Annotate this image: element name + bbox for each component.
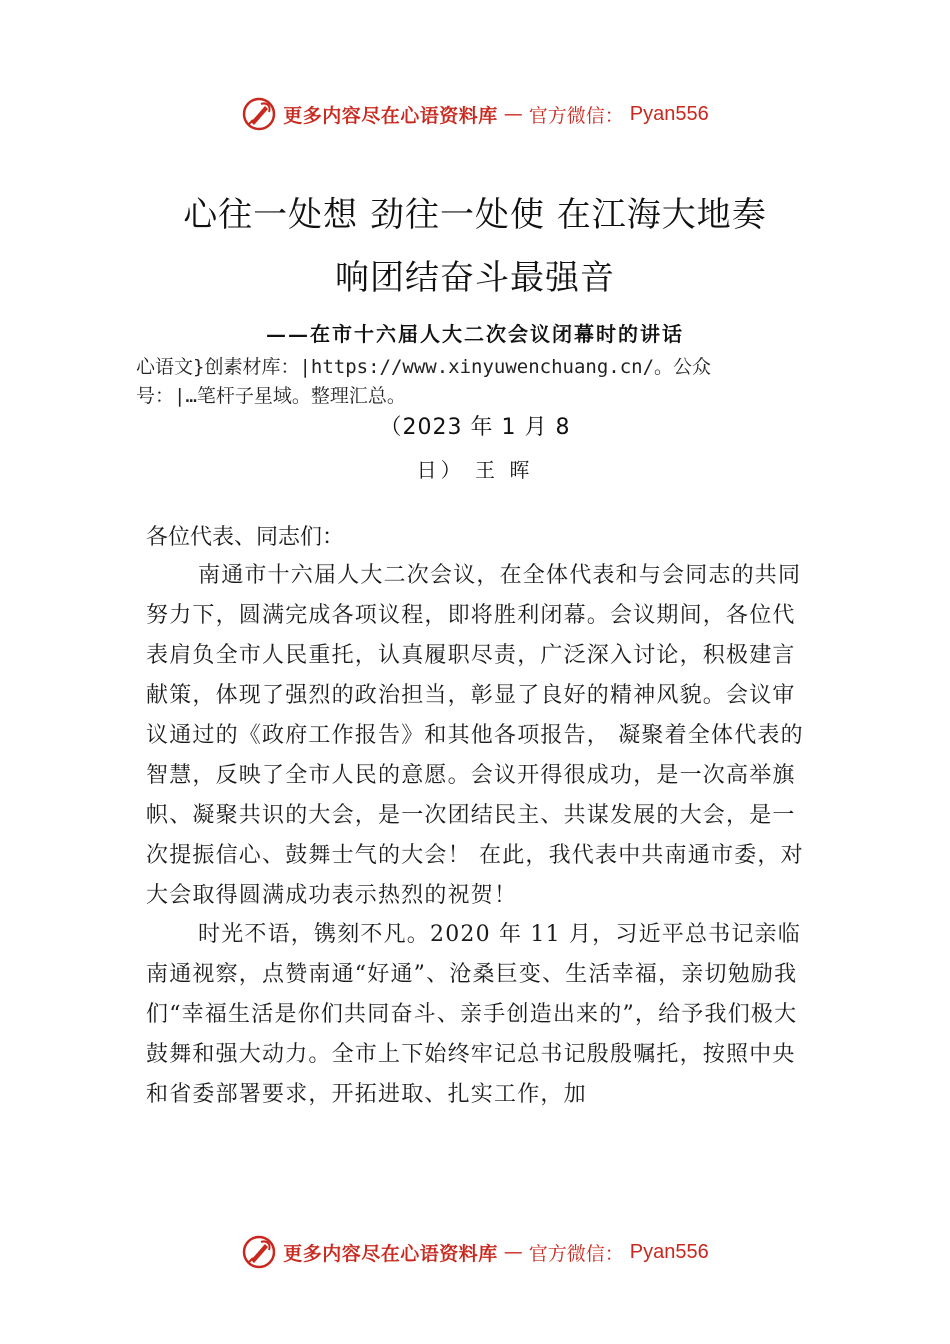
footer-banner-separator: — xyxy=(503,1241,523,1263)
date-author-line: 日） 王 晖 xyxy=(416,458,534,482)
watermark-line-1: 心语文}创素材库：|https://www.xinyuwenchuang.cn/。公众 xyxy=(136,356,712,378)
footer-banner xyxy=(0,1232,950,1272)
header-banner xyxy=(0,94,950,134)
banner-wechat-label: 官方微信： xyxy=(528,104,624,127)
watermark-line-2: 号：|…笔杆子星域。整理汇总。 xyxy=(136,385,406,407)
paragraph-2: 时光不语，镌刻不凡。2020 年 11 月，习近平总书记亲临南通视察，点赞南通“好通”、沧桑巨变、生活幸福，亲切勉励我们“幸福生活是你们共同奋斗、亲手创造出来的”，给予我们极大鼓舞和强大动力。全市上下始终牢记总书记殷殷嘱托，按照中央和省委部署要求，开拓进取、扎实工作，加 xyxy=(146,922,801,1107)
document-title-line-2: 响团结奋斗最强音 xyxy=(335,258,615,298)
banner-text: 更多内容尽在心语资料库 xyxy=(283,104,498,127)
banner-wechat-id: Pyan556 xyxy=(629,102,709,125)
document-title-line-1: 心往一处想 劲往一处使 在江海大地奏 xyxy=(183,195,767,235)
footer-banner-text: 更多内容尽在心语资料库 xyxy=(283,1242,498,1265)
banner-separator: — xyxy=(503,103,523,125)
greeting: 各位代表、同志们： xyxy=(146,525,345,550)
date-line-1: （2023 年 1 月 8 xyxy=(379,415,571,440)
paragraph-1: 南通市十六届人大二次会议，在全体代表和与会同志的共同努力下，圆满完成各项议程，即将胜利闭幕。会议期间，各位代表肩负全市人民重托，认真履职尽责，广泛深入讨论，积极建言献策，体现了强烈的政治担当，彰显了良好的精神风貌。会议审议通过的《政府工作报告》和其他各项报告， 凝聚着全体代表的智慧，反映了全市人民的意愿。会议开得很成功，是一次高举旗帜、凝聚共识的大会，是一次团结民主、共谋发展的大会，是一次提振信心、鼓舞士气的大会！ 在此，我代表中共南通市委，对大会取得圆满成功表示热烈的祝贺！ xyxy=(146,563,804,908)
document-subtitle: ——在市十六届人大二次会议闭幕时的讲话 xyxy=(266,322,684,346)
footer-banner-wechat-label: 官方微信： xyxy=(528,1242,624,1265)
footer-banner-wechat-id: Pyan556 xyxy=(629,1240,709,1263)
quill-pen-logo-icon xyxy=(241,1234,277,1270)
quill-pen-logo-icon xyxy=(241,96,277,132)
